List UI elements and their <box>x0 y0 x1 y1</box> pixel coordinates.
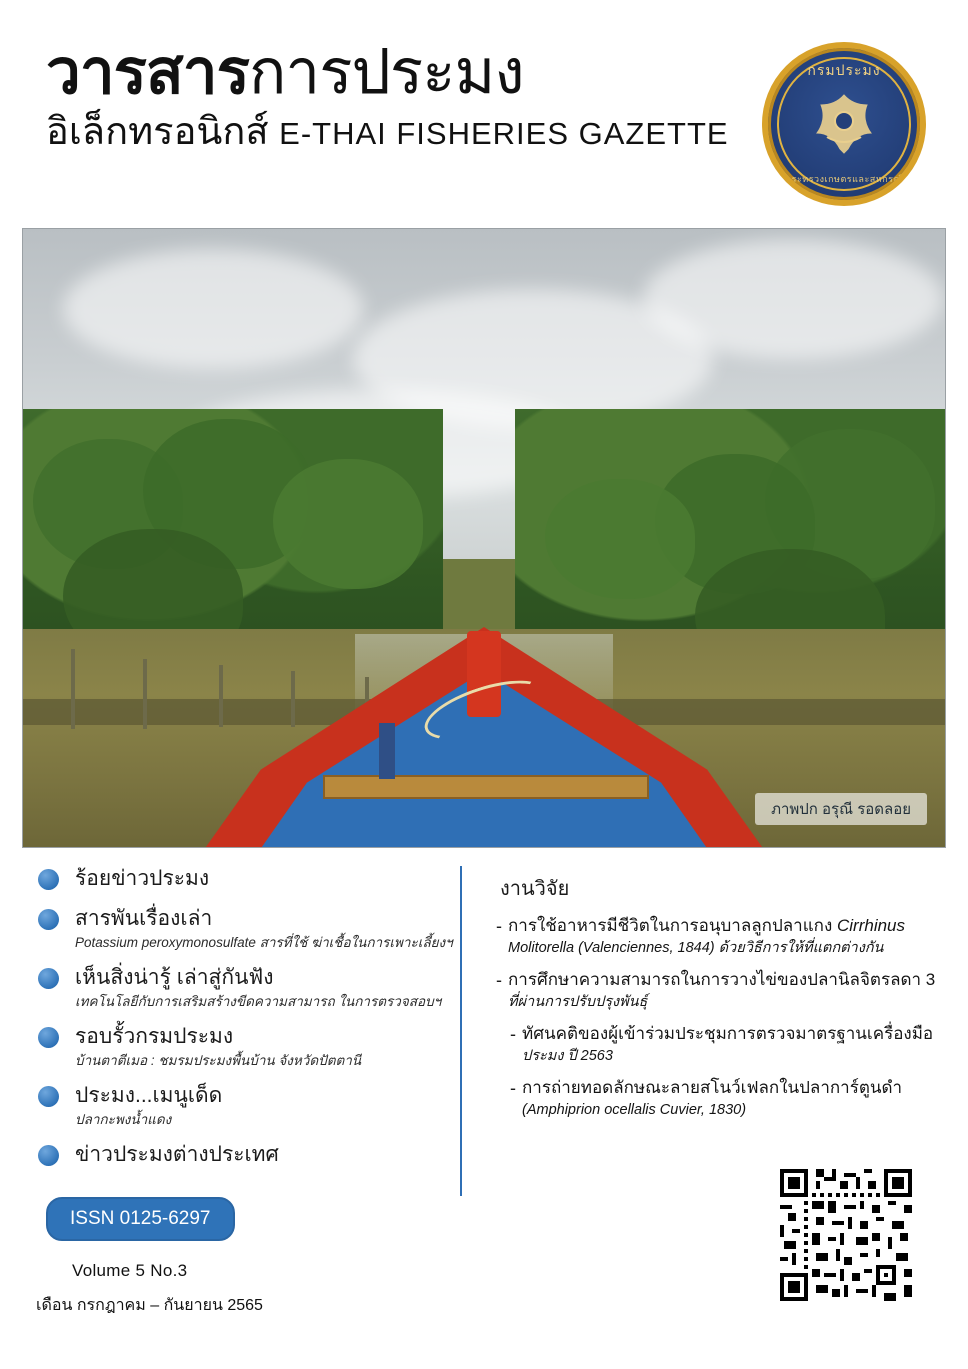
seal-emblem-icon <box>807 91 881 157</box>
toc-title: เห็นสิ่งน่ารู้ เล่าสู่กันฟัง <box>75 966 274 989</box>
toc-column-right <box>462 866 946 1196</box>
toc-column-left <box>22 866 462 1196</box>
boat-bench <box>323 775 649 799</box>
list-item[interactable] <box>496 968 946 1013</box>
volume-label: Volume 5 No.3 <box>72 1261 188 1280</box>
subtitle-thai: อิเล็กทรอนิกส์ <box>46 111 269 153</box>
bullet-icon <box>38 968 59 989</box>
list-item[interactable] <box>496 914 946 959</box>
list-item[interactable] <box>496 1022 946 1067</box>
stake <box>71 649 75 729</box>
research-heading: งานวิจัย <box>500 878 570 900</box>
research-subtitle-text: ด้วยวิธีการให้ที่แตกต่างกัน <box>714 940 884 956</box>
research-subtitle: ที่ผ่านการปรับปรุงพันธุ์ <box>508 994 648 1010</box>
department-seal-icon <box>762 42 926 206</box>
cloud <box>643 239 943 359</box>
dash-icon: - <box>510 1078 516 1098</box>
stake <box>143 659 147 729</box>
research-title: การถ่ายทอดลักษณะลายสโนว์เฟลกในปลาการ์ตูนดำ <box>522 1078 903 1097</box>
toc-subtitle: บ้านตาตีเมอ : ชมรมประมงพื้นบ้าน จังหวัดปัตตานี <box>75 1053 362 1068</box>
research-title <box>508 914 905 938</box>
list-item[interactable] <box>38 1024 460 1070</box>
toc-subtitle: ปลากะพงน้ำแดง <box>75 1112 172 1127</box>
toc-subtitle: เทคโนโลยีกับการเสริมสร้างขีดความสามารถ ในการตรวจสอบฯ <box>75 994 442 1009</box>
bullet-icon <box>38 1086 59 1107</box>
toc-subtitle: Potassium peroxymonosulfate สารที่ใช้ ฆ่าเชื้อในการเพาะเลี้ยงฯ <box>75 935 453 950</box>
footer <box>0 1189 968 1369</box>
dash-icon: - <box>496 970 502 990</box>
research-title: ทัศนคติของผู้เข้าร่วมประชุมการตรวจมาตรฐานเครื่องมือ <box>522 1024 934 1043</box>
issn-badge: ISSN 0125-6297 <box>46 1197 235 1241</box>
toc-title: รอบรั้วกรมประมง <box>75 1025 234 1048</box>
table-of-contents <box>22 866 946 1196</box>
title-thai-light: การประมง <box>248 38 524 107</box>
longtail-boat <box>174 617 794 848</box>
list-item[interactable] <box>38 866 460 893</box>
research-title: การศึกษาความสามารถในการวางไข่ของปลานิลจิตรลดา 3 <box>508 970 936 989</box>
toc-title: ร้อยข่าวประมง <box>75 867 210 890</box>
bullet-icon <box>38 1145 59 1166</box>
bullet-icon <box>38 1027 59 1048</box>
toc-title: สารพันเรื่องเล่า <box>75 907 213 930</box>
seal-top-text: กรมประมง <box>807 62 881 78</box>
toc-title: ข่าวประมงต่างประเทศ <box>75 1143 279 1166</box>
seal-bottom-text: กระทรวงเกษตรและสหกรณ์ <box>785 174 903 184</box>
issue-date-label: เดือน กรกฎาคม – กันยายน 2565 <box>36 1297 263 1314</box>
research-subtitle-species: Molitorella (Valenciennes, 1844) <box>508 940 715 956</box>
bullet-icon <box>38 909 59 930</box>
list-item[interactable] <box>38 1083 460 1129</box>
title-thai-bold: วารสาร <box>46 38 249 107</box>
list-item[interactable] <box>38 965 460 1011</box>
research-subtitle: (Amphiprion ocellalis Cuvier, 1830) <box>522 1102 747 1118</box>
list-item[interactable] <box>38 1142 460 1169</box>
photo-credit: ภาพปก อรุณี รอดลอย <box>755 793 927 825</box>
research-subtitle <box>508 938 905 959</box>
cloud <box>63 249 363 369</box>
toc-title: ประมง...เมนูเด็ด <box>75 1084 223 1107</box>
subtitle-en: E-THAI FISHERIES GAZETTE <box>279 116 729 151</box>
qr-code-icon[interactable] <box>780 1169 912 1301</box>
list-item[interactable] <box>496 1076 946 1121</box>
research-title-text: การใช้อาหารมีชีวิตในการอนุบาลลูกปลาแกง <box>508 916 837 935</box>
masthead <box>0 0 968 222</box>
research-title-species: Cirrhinus <box>837 916 906 935</box>
bullet-icon <box>38 869 59 890</box>
dash-icon: - <box>496 916 502 936</box>
research-subtitle: ประมง ปี 2563 <box>522 1048 613 1064</box>
list-item[interactable] <box>38 906 460 952</box>
boat-support <box>379 723 395 779</box>
dash-icon: - <box>510 1024 516 1044</box>
cover-photo <box>22 228 946 848</box>
